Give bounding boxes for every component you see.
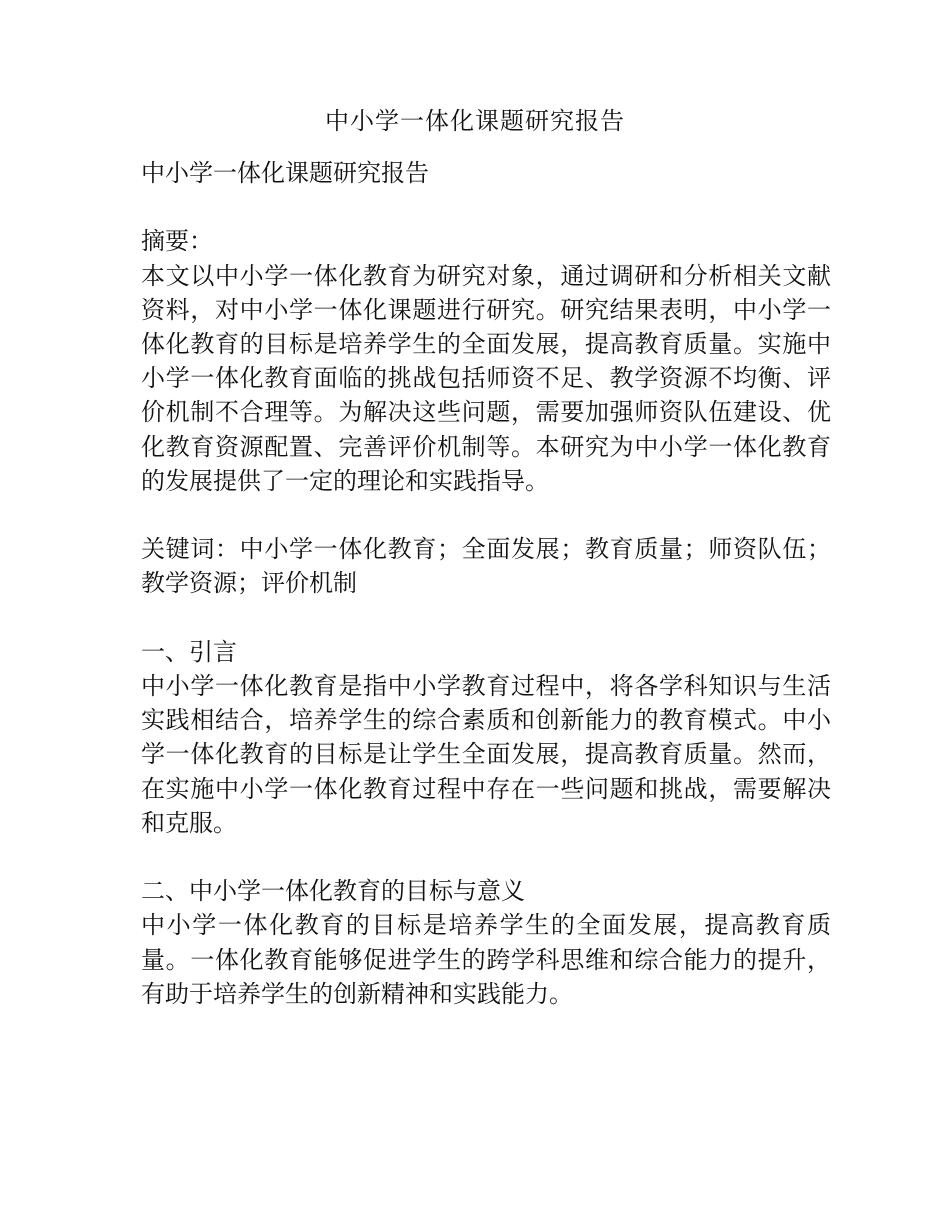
document-body — [141, 156, 831, 1011]
section-1-paragraph: 中小学一体化教育是指中小学教育过程中，将各学科知识与生活实践相结合，培养学生的综合素质和创新能力的教育模式。中小学一体化教育的目标是让学生全面发展，提高教育质量。然而，在实施中小学一体化教育过程中存在一些问题和挑战，需要解决和克服。 — [141, 672, 831, 837]
paragraph-gap — [141, 601, 831, 635]
section-2-heading: 二、中小学一体化教育的目标与意义 — [141, 877, 525, 906]
paragraph-gap — [141, 840, 831, 874]
paragraph-gap — [141, 190, 831, 224]
document-subtitle: 中小学一体化课题研究报告 — [141, 159, 429, 187]
paragraph-gap — [141, 498, 831, 532]
section-1-heading: 一、引言 — [141, 637, 237, 666]
abstract-paragraph: 本文以中小学一体化教育为研究对象，通过调研和分析相关文献资料，对中小学一体化课题进行研究。研究结果表明，中小学一体化教育的目标是培养学生的全面发展，提高教育质量。实施中小学一体化教育面临的挑战包括师资不足、教学资源不均衡、评价机制不合理等。为解决这些问题，需要加强师资队伍建设、优化教育资源配置、完善评价机制等。本研究为中小学一体化教育的发展提供了一定的理论和实践指导。 — [141, 261, 831, 495]
document-title: 中小学一体化课题研究报告 — [325, 107, 625, 135]
keywords-paragraph: 关键词：中小学一体化教育；全面发展；教育质量；师资队伍；教学资源；评价机制 — [141, 535, 831, 598]
section-2-paragraph: 中小学一体化教育的目标是培养学生的全面发展，提高教育质量。一体化教育能够促进学生的跨学科思维和综合能力的提升，有助于培养学生的创新精神和实践能力。 — [141, 911, 831, 1008]
abstract-heading: 摘要： — [141, 227, 213, 256]
